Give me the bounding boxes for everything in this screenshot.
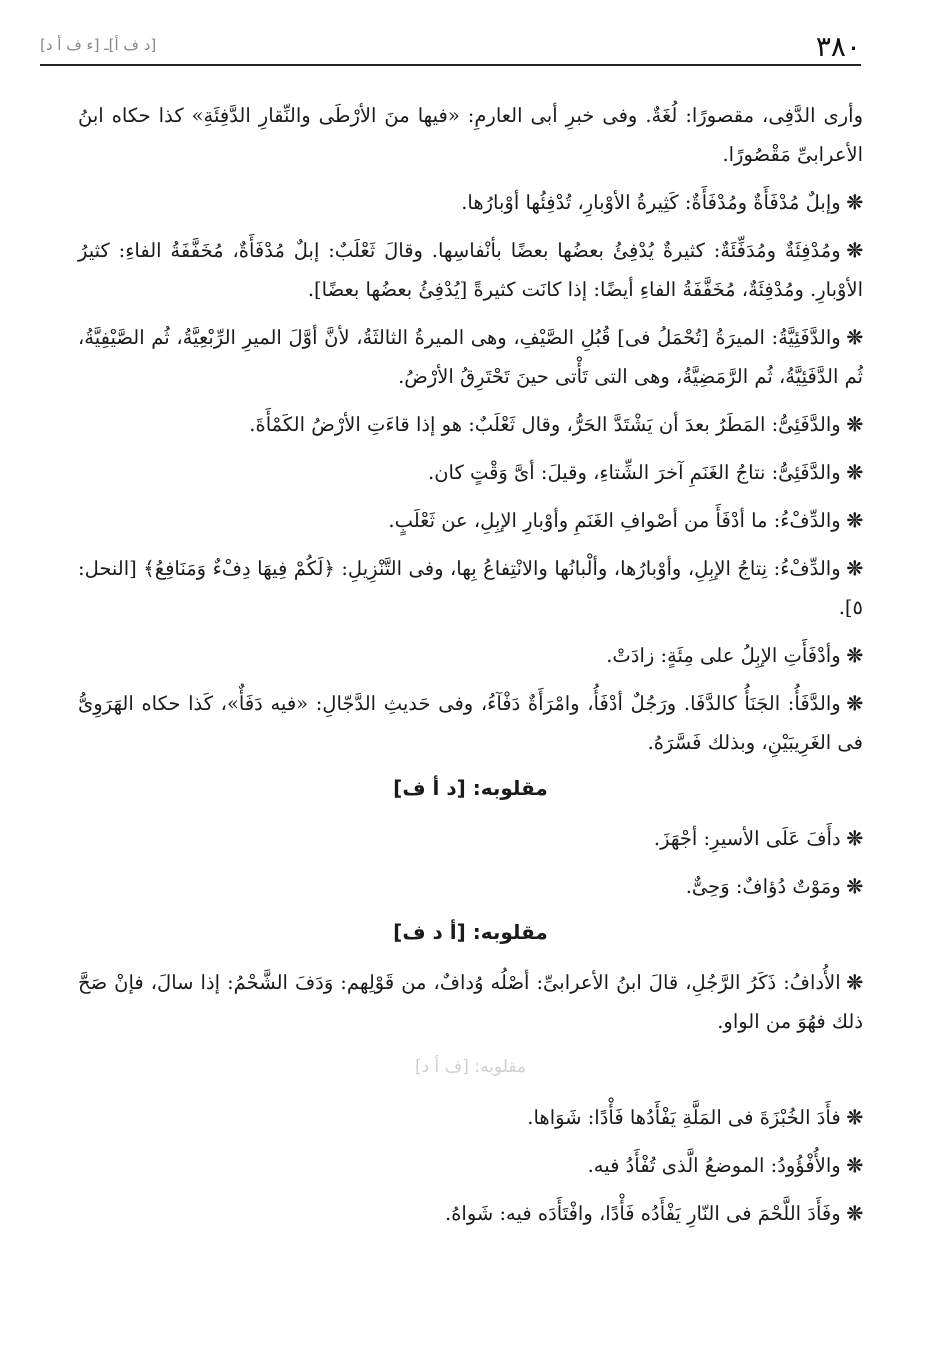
entry-paragraph	[78, 183, 863, 222]
bullet-star-icon: ❊	[846, 644, 863, 667]
entry-paragraph	[78, 318, 863, 396]
entry-text: الأُدافُ: ذَكَرُ الرَّجُلِ، قالَ ابنُ الأعرابىِّ: أصْلُه وُدافٌ، من قَوْلِهم: وَدَفَ الشَّحْمُ: إذا سالَ، فإنْ صَحَّ ذلك فهُوَ من الواو.	[78, 971, 863, 1033]
entry-text: والدِّفْءُ: نِتاجُ الإبِلِ، وأوْبارُها، وألْبانُها والانْتِفاعُ بِها، وفى التَّنْزِيلِ: ﴿لَكُمْ فِيهَا دِفْءٌ وَمَنَافِعُ﴾ [النحل: ٥].	[78, 557, 863, 619]
bullet-star-icon: ❊	[846, 461, 863, 484]
body-text	[78, 96, 863, 1242]
bullet-star-icon: ❊	[846, 1106, 863, 1129]
bullet-star-icon: ❊	[846, 191, 863, 214]
entry-text: والأُفْؤُودُ: الموضعُ الَّذى تُفْأَدُ فيه.	[587, 1154, 841, 1177]
entry-paragraph	[78, 1098, 863, 1137]
entry-text: ومَوْتٌ دُؤافٌ: وَحِىٌّ.	[685, 875, 841, 898]
entry-text: ومُدْفِئَةٌ ومُدَفِّئَةٌ: كثيرةٌ يُدْفِئُ بعضُها بعضًا بأنْفاسِها. وقالَ ثَعْلَبٌ: إبلٌ مُدْفَأَةٌ، مُخَفَّفَةُ الفاءِ: كثيرُ الأوْبارِ. ومُدْفِئَةٌ، مُخَفَّفَةُ الفاءِ أيضًا: إذا كانَت كثيرةً [يُدْفِئُ بعضُها بعضًا].	[78, 239, 863, 301]
entry-paragraph	[78, 453, 863, 492]
entry-text: وإبلٌ مُدْفَأَةٌ ومُدْفَأَةٌ: كَثِيرةُ الأوْبارِ، تُدْفِئُها أوْبارُها.	[461, 191, 841, 214]
entry-text: وفَأَدَ اللَّحْمَ فى النّارِ يَفْأَدُه فَأْدًا، وافْتَأَدَه فيه: شَواهُ.	[445, 1202, 841, 1225]
entry-paragraph	[78, 963, 863, 1041]
entry-paragraph	[78, 231, 863, 309]
bullet-star-icon: ❊	[846, 509, 863, 532]
bullet-star-icon: ❊	[846, 692, 863, 715]
entry-text: والدَّفَئِىُّ: نتاجُ الغَنَمِ آخرَ الشِّتاءِ، وقيلَ: أىَّ وَقْتٍ كان.	[428, 461, 841, 484]
entry-paragraph	[78, 1194, 863, 1233]
section-bracket-header: [د ف أ]ـ [ء ف أ د]	[40, 36, 157, 54]
entry-text: وأرى الدَّفِى، مقصورًا: لُغَةٌ. وفى خبرِ أبى العارمِ: «فيها منَ الأرْطَى والنِّقارِ الدَّفِئَةِ» كذا حكاه ابنُ الأعرابىِّ مَقْصُورًا.	[78, 104, 863, 166]
bullet-star-icon: ❊	[846, 413, 863, 436]
entry-paragraph	[78, 501, 863, 540]
entry-text: وأدْفَأَتِ الإبِلُ على مِئَةٍ: زادَتْ.	[606, 644, 841, 667]
entry-paragraph	[78, 867, 863, 906]
bullet-star-icon: ❊	[846, 1154, 863, 1177]
entry-paragraph	[78, 1146, 863, 1185]
section-heading-fa-alif-dal: مقلوبه: [ف أ د]	[414, 1057, 527, 1077]
running-head	[40, 30, 861, 66]
page-number: ٣٨٠	[815, 30, 861, 63]
section-heading-alif-dal-fa: مقلوبه: [أ د ف]	[393, 920, 548, 944]
bullet-star-icon: ❊	[846, 557, 863, 580]
entry-paragraph	[78, 636, 863, 675]
bullet-star-icon: ❊	[846, 971, 863, 994]
section-heading-dal-alif-fa: مقلوبه: [د أ ف]	[393, 776, 548, 800]
bullet-star-icon: ❊	[846, 875, 863, 898]
entry-text: والدَّفَأُ: الجَنَأُ كالدَّفَا. ورَجُلٌ أدْفَأُ، وامْرَأَةٌ دَفْآءُ، وفى حَديثِ الدَّجّالِ: «فيه دَفَأٌ»، كَذا حكاه الهَرَوِىُّ فى الغَرِيبَيْنِ، وبذلك فَسَّرَهُ.	[78, 692, 863, 754]
entry-text: والدَّفَئِيَّةُ: الميرَةُ [تُحْمَلُ فى] قُبُلِ الصَّيْفِ، وهى الميرةُ الثالثَةُ، لأنَّ أوَّلَ الميرِ الرِّبْعِيَّةُ، ثُم الصَّيْفِيَّةُ، ثُم الدَّفَئِيَّةُ، ثُم الرَّمَضِيَّةُ، وهى التى تَأْتى حينَ تَحْتَرِقُ الأرْضُ.	[78, 326, 863, 388]
bullet-star-icon: ❊	[846, 239, 863, 262]
entry-text: والدِّفْءُ: ما أدْفَأَ من أصْوافِ الغَنَمِ وأوْبارِ الإبِلِ، عن ثَعْلَبٍ.	[388, 509, 841, 532]
entry-text: والدَّفَئِىُّ: المَطَرُ بعدَ أن يَشْتَدَّ الحَرُّ، وقال ثَعْلَبٌ: هو إذا قاءَتِ الأرْضُ الكَمْأَةَ.	[249, 413, 841, 436]
bullet-star-icon: ❊	[846, 326, 863, 349]
entry-paragraph	[78, 96, 863, 174]
entry-text: فأَدَ الخُبْزَةَ فى المَلَّةِ يَفْأَدُها فَأْدًا: شَوَاها.	[527, 1106, 841, 1129]
bullet-star-icon: ❊	[846, 827, 863, 850]
entry-text: دأَفَ عَلَى الأسيرِ: أجْهَزَ.	[653, 827, 841, 850]
bullet-star-icon: ❊	[846, 1202, 863, 1225]
entry-paragraph	[78, 549, 863, 627]
entry-paragraph	[78, 684, 863, 762]
entry-paragraph	[78, 405, 863, 444]
entry-paragraph	[78, 819, 863, 858]
